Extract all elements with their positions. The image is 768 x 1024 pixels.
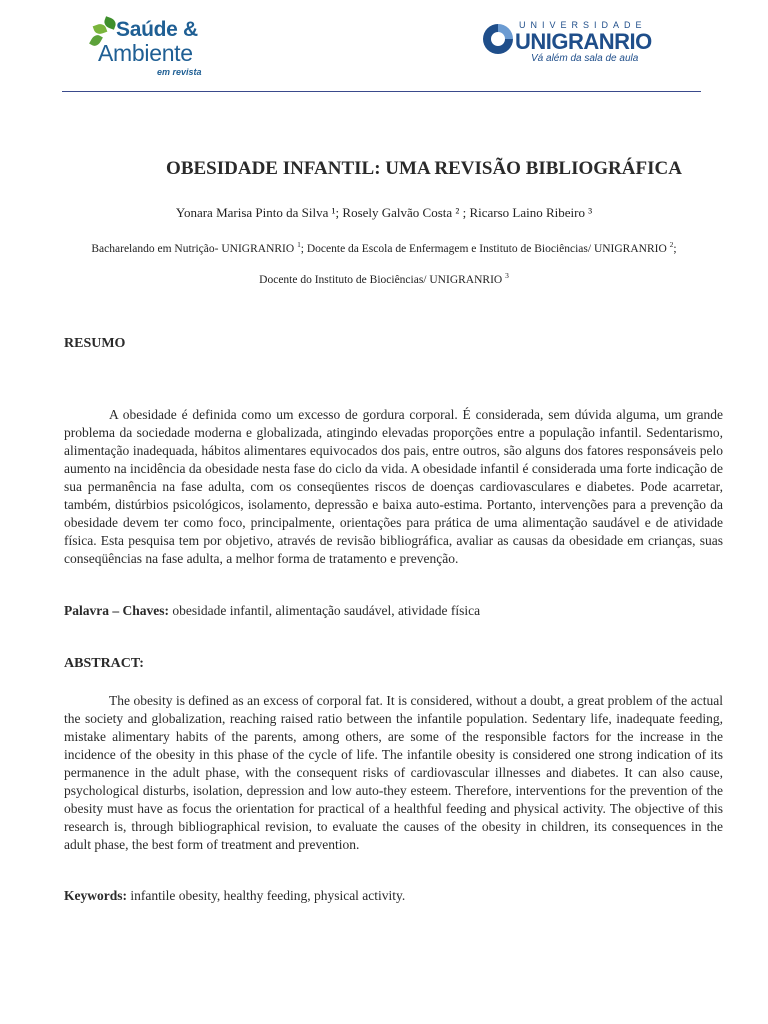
logo-text-line1: Saúde & <box>116 18 198 41</box>
palavras-chave <box>64 603 723 619</box>
logo-tagline: Vá além da sala de aula <box>531 53 639 64</box>
abstract-paragraph: The obesity is defined as an excess of corporal fat. It is considered, without a doubt, a great problem of the actual the society and globalization, reaching raised ratio between the infantile population. Sedentary life, inadequate feeding, mistake alimentary habits of the parents, among others, are some of the responsible factors for the increase in the incidence of the obesity in this phase of the cycle of life. The infantile obesity is considered one strong indication of its permanence in the adult phase, with the consequent risks of cardiovascular illnesses and diabetes. It can also cause, psychological disturbs, isolation, depression and low auto-they esteem. Therefore, interventions for the prevention of the obesity must have as focus the orientation for practical of a healthful feeding and physical activity. The objective of this research is, through bibliographical revision, to evaluate the causes of the obesity in children, its consequences in the adult phase, the best form of treatment and prevention. <box>64 693 723 852</box>
page-header <box>0 0 768 95</box>
keywords-label: Keywords: <box>64 888 127 903</box>
author-name: Rosely Galvão Costa <box>342 205 453 220</box>
affiliation-line-1: Bacharelando em Nutrição- UNIGRANRIO $^1$; Docente da Escola de Enfermagem e Instituto de Biociências/ UNIGRANRIO $^2$; <box>91 240 677 255</box>
header-divider <box>62 91 701 92</box>
palavras-chave-text: obesidade infantil, alimentação saudável, atividade física <box>169 603 481 618</box>
keywords-text: infantile obesity, healthy feeding, physical activity. <box>127 888 406 903</box>
unigranrio-emblem-icon <box>481 22 515 56</box>
author-mark: ¹ <box>331 205 336 220</box>
unigranrio-logo <box>481 18 681 68</box>
author-mark: ² <box>455 205 460 220</box>
author-mark: ³ <box>588 205 593 220</box>
resumo-heading: RESUMO <box>64 336 126 351</box>
resumo-paragraph: A obesidade é definida como um excesso de gordura corporal. É considerada, sem dúvida alguma, um grande problema da sociedade moderna e globalizada, atingindo elevadas proporções entre a população infantil. Sedentarismo, alimentação inadequada, hábitos alimentares equivocados dos pais, entre outros, são alguns dos fatores responsáveis pelo aumento na incidência da obesidade nesta fase do ciclo da vida. A obesidade infantil é considerada uma forte indicação de sua permanência na fase adulta, com os conseqüentes riscos de doenças cardiovasculares e diabetes. Pode acarretar, também, distúrbios psicológicos, isolamento, depressão e baixa auto-estima. Portanto, intervenções para a prevenção da obesidade devem ter como foco, principalmente, orientações para prática de uma alimentação saudável e de atividade física. Esta pesquisa tem por objetivo, através de revisão bibliográfica, avaliar as causas da obesidade em crianças, suas conseqüências na fase adulta, a melhor forma de tratamento e prevenção. <box>64 407 723 566</box>
abstract-heading: ABSTRACT: <box>64 656 144 671</box>
palavras-chave-label: Palavra – Chaves: <box>64 603 169 618</box>
keywords <box>64 888 723 904</box>
author-name: Ricarso Laino Ribeiro <box>469 205 585 220</box>
logo-text-line2: Ambiente <box>98 40 193 66</box>
logo-universidade-text: UNIVERSIDADE <box>519 20 647 30</box>
affiliation-line-2: Docente do Instituto de Biociências/ UNIGRANRIO $^3$ <box>259 271 509 286</box>
logo-unigranrio-text: UNIGRANRIO <box>515 29 652 54</box>
author-name: Yonara Marisa Pinto da Silva <box>175 205 329 220</box>
saude-ambiente-logo <box>88 14 218 80</box>
paper-title: OBESIDADE INFANTIL: UMA REVISÃO BIBLIOGRÁFICA <box>166 158 682 179</box>
author-list: Yonara Marisa Pinto da Silva ¹; Rosely Galvão Costa ² ; Ricarso Laino Ribeiro ³ <box>175 205 593 220</box>
logo-text-line3: em revista <box>157 67 202 77</box>
